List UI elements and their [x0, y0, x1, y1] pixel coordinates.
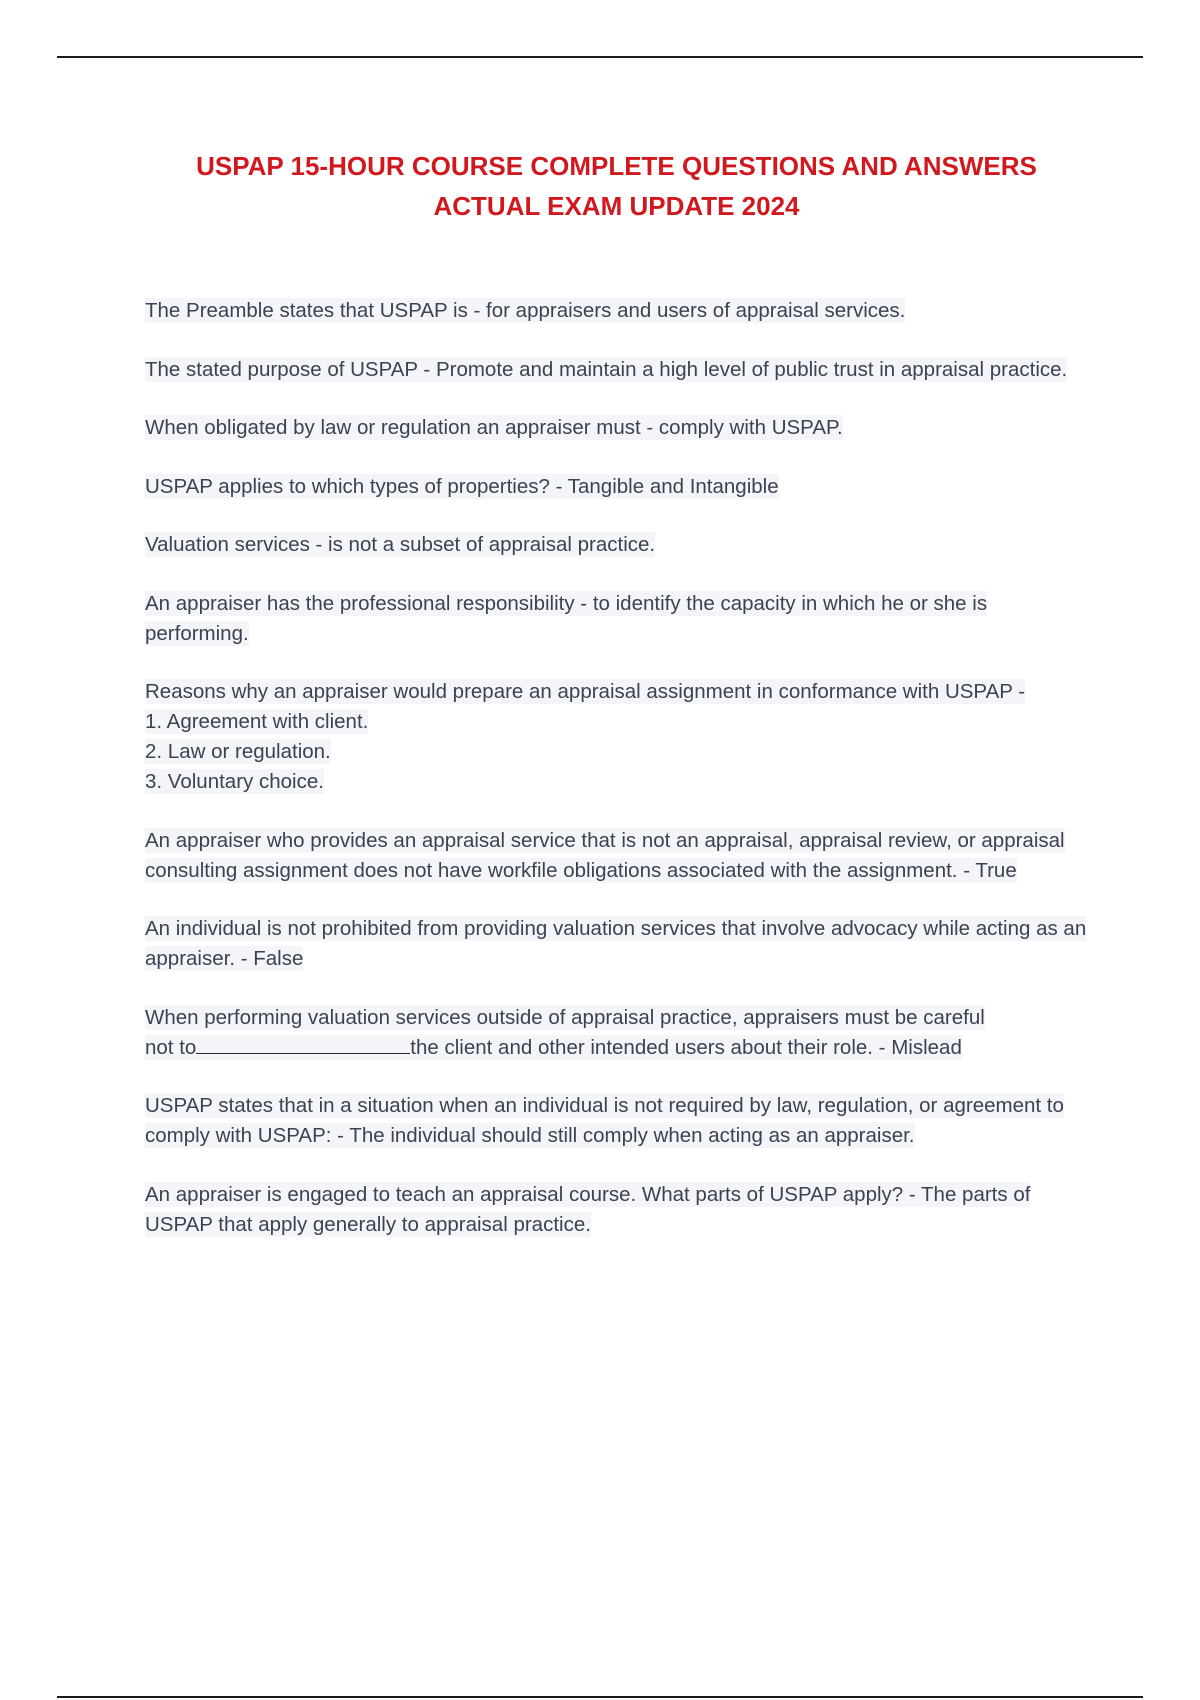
qa-list-entry: 2. Law or regulation. — [145, 740, 331, 763]
qa-item: USPAP applies to which types of properties? - Tangible and Intangible — [145, 474, 779, 498]
qa-item: The stated purpose of USPAP - Promote and maintain a high level of public trust in appraisal practice. — [145, 357, 1068, 381]
qa-item: When obligated by law or regulation an appraiser must - comply with USPAP. — [145, 416, 843, 439]
document-title — [100, 146, 1133, 226]
qa-lead: Reasons why an appraiser would prepare an appraisal assignment in conformance with USPAP - — [145, 680, 1026, 703]
qa-item: An appraiser has the professional responsibility - to identify the capacity in which he or she is performing. — [145, 591, 988, 645]
title-line-2: ACTUAL EXAM UPDATE 2024 — [433, 191, 800, 221]
title-line-1: USPAP 15-HOUR COURSE COMPLETE QUESTIONS AND ANSWERS — [196, 151, 1037, 181]
qa-item: An appraiser who provides an appraisal service that is not an appraisal, appraisal review, or appraisal consulting assignment does not have workfile obligations associated with the assignment. - True — [145, 828, 1065, 882]
qa-list-entry: 3. Voluntary choice. — [145, 770, 324, 793]
qa-item-list — [145, 677, 1095, 797]
qa-item: USPAP states that in a situation when an individual is not required by law, regulation, or agreement to comply with USPAP: - The individual should still comply when acting as an appraiser. — [145, 1094, 1064, 1147]
qa-item-fill-blank: When performing valuation services outside of appraisal practice, appraisers must be careful not to the client and other intended users about their role. - Mislead — [145, 1005, 985, 1059]
qa-list — [145, 296, 1095, 1268]
header-rule — [57, 56, 1143, 58]
qa-item: An individual is not prohibited from providing valuation services that involve advocacy while acting as an appraiser. - False — [145, 917, 1087, 970]
qa-item: An appraiser is engaged to teach an appraisal course. What parts of USPAP apply? - The parts of USPAP that apply generally to appraisal practice. — [145, 1182, 1031, 1236]
fill-in-blank — [196, 1033, 410, 1054]
qa-item: Valuation services - is not a subset of appraisal practice. — [145, 533, 656, 556]
qa-item: The Preamble states that USPAP is - for appraisers and users of appraisal services. — [145, 299, 906, 322]
qa-list-entry: 1. Agreement with client. — [145, 710, 369, 733]
footer-rule — [57, 1696, 1143, 1698]
